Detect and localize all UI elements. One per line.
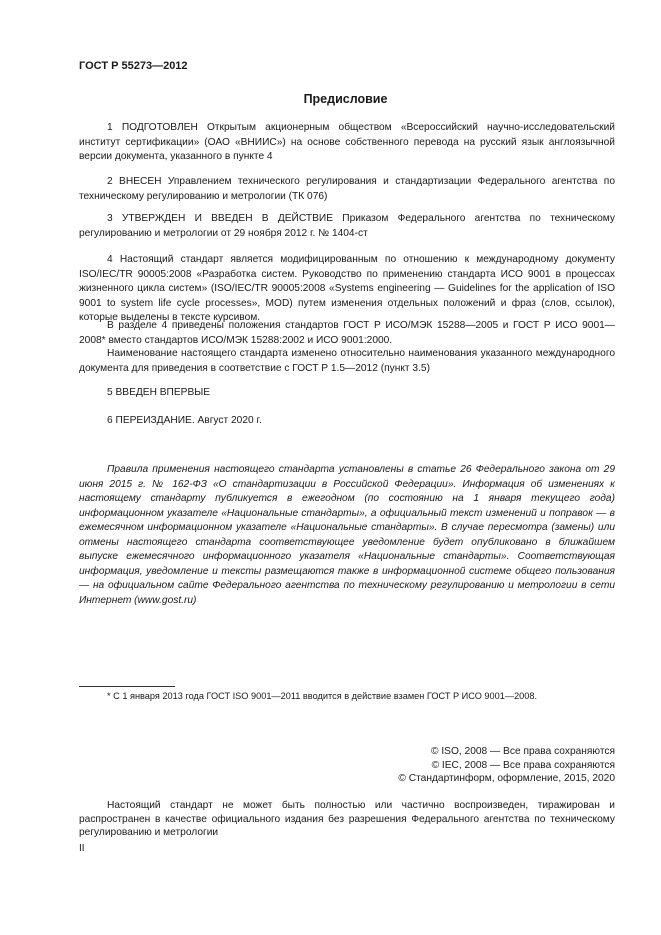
copyright-iec: © IEC, 2008 — Все права сохраняются <box>431 759 615 771</box>
paragraph-reissue: 6 ПЕРЕИЗДАНИЕ. Август 2020 г. <box>107 415 262 426</box>
copyright-block <box>398 745 615 786</box>
footnote-divider <box>79 686 175 687</box>
doc-code-header: ГОСТ Р 55273—2012 <box>79 60 188 72</box>
paragraph-submitted: 2 ВНЕСЕН Управлением технического регулирования и стандартизации Федерального агентства по техническому регулированию и метрологии (ТК 076) <box>79 176 615 202</box>
legal-notice: Настоящий стандарт не может быть полностью или частично воспроизведен, тиражирован и распространен в качестве официального издания без разрешения Федерального агентства по техническому регулированию и метрологии <box>79 800 615 838</box>
paragraph-name-change: Наименование настоящего стандарта изменено относительно наименования указанного международного документа для приведения в соответствие с ГОСТ Р 1.5—2012 (пункт 3.5) <box>79 348 615 374</box>
copyright-iso: © ISO, 2008 — Все права сохраняются <box>431 746 615 757</box>
paragraph-prepared: 1 ПОДГОТОВЛЕН Открытым акционерным обществом «Всероссийский научно-исследовательский институт сертификации» (ОАО «ВНИИС») на основе собственного перевода на русский язык англоязычной версии документа, указанного в пункте 4 <box>79 122 615 162</box>
paragraph-approved: 3 УТВЕРЖДЕН И ВВЕДЕН В ДЕЙСТВИЕ Приказом Федерального агентства по техническому регулированию и метрологии от 29 ноября 2012 г. № 1404-ст <box>79 213 615 239</box>
copyright-standartinform: © Стандартинформ, оформление, 2015, 2020 <box>398 773 615 784</box>
paragraph-first-introduced: 5 ВВЕДЕН ВПЕРВЫЕ <box>107 387 211 398</box>
page-title: Предисловие <box>303 92 388 106</box>
paragraph-modification: 4 Настоящий стандарт является модифицированным по отношению к международному документу ISO/IEC/TR 90005:2008 «Разработка систем. Руководство по применению стандарта ИСО 9001 в процессах жизненного цикла систем» (ISO/IEC/TR 90005:2008 «Systems engineering — Guidelines for the application of ISO 9001 to system life cycle processes», MOD) путем изменения отдельных положений и фраз (слов, ссылок), которые выделены в тексте курсивом. <box>79 254 615 323</box>
application-rules-notice: Правила применения настоящего стандарта установлены в статье 26 Федерального закона от 29 июня 2015 г. № 162-ФЗ «О стандартизации в Российской Федерации». Информация об изменениях к настоящему стандарту публикуется в ежегодном (по состоянию на 1 января текущего года) информационном указателе «Национальные стандарты», а официальный текст изменений и поправок — в ежемесячном информационном указателе «Национальные стандарты». В случае пересмотра (замены) или отмены настоящего стандарта соответствующее уведомление будет опубликовано в ближайшем выпуске ежемесячного информационного указателя «Национальные стандарты». Соответствующая информация, уведомление и тексты размещаются также в информационной системе общего пользования — на официальном сайте Федерального агентства по техническому регулированию и метрологии в сети Интернет (www.gost.ru) <box>79 464 615 606</box>
page-number: II <box>79 843 85 854</box>
footnote: * С 1 января 2013 года ГОСТ ISO 9001—2011 вводится в действие взамен ГОСТ Р ИСО 9001—2008. <box>107 691 538 701</box>
paragraph-section4: В разделе 4 приведены положения стандартов ГОСТ Р ИСО/МЭК 15288—2005 и ГОСТ Р ИСО 9001—2008* вместо стандартов ИСО/МЭК 15288:2002 и ИСО 9001:2000. <box>79 320 615 346</box>
